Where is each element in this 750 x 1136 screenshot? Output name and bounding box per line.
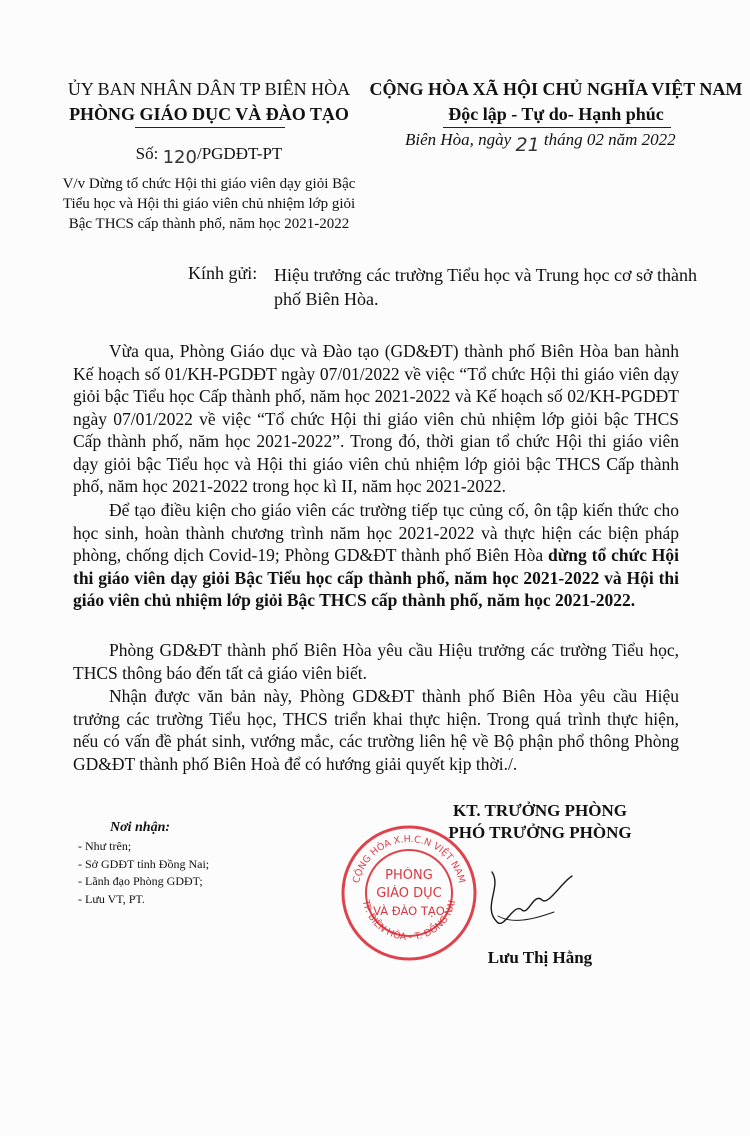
national-motto: Độc lập - Tự do- Hạnh phúc bbox=[448, 104, 664, 124]
p2-normal-text: Để tạo điều kiện cho giáo viên các trường tiếp tục củng cố, ôn tập kiến thức cho học sinh, hoàn thành chương trình năm học 2021-2022 và thực hiện các biện pháp phòng, chống dịch Covid-19; Phòng GD&ĐT thành phố Biên Hòa bbox=[73, 500, 679, 565]
national-title: CỘNG HÒA XÃ HỘI CHỦ NGHĨA VIỆT NAM bbox=[369, 79, 743, 99]
document-number bbox=[40, 143, 378, 168]
number-value: 120 bbox=[162, 147, 197, 168]
signature-title-1: KT. TRƯỞNG PHÒNG bbox=[453, 801, 627, 820]
number-prefix: Số: bbox=[135, 144, 159, 163]
document-date bbox=[405, 128, 676, 156]
body-paragraph-2 bbox=[73, 499, 679, 612]
date-prefix: Biên Hòa, ngày bbox=[405, 130, 512, 149]
seal-line-3: VÀ ĐÀO TẠO bbox=[373, 904, 445, 918]
receivers-list bbox=[78, 838, 209, 908]
body-paragraph-1: Vừa qua, Phòng Giáo dục và Đào tạo (GD&ĐT) thành phố Biên Hòa ban hành Kế hoạch số 01/KH-PGDĐT ngày 07/01/2022 về việc “Tổ chức Hội thi giáo viên dạy giỏi bậc Tiểu học Cấp thành phố, năm học 2021-2022 và Kế hoạch số 02/KH-PGDĐT ngày 07/01/2022 về việc “Tổ chức Hội thi giáo viên chủ nhiệm lớp giỏi bậc THCS Cấp thành phố, năm học 2021-2022”. Trong đó, thời gian tổ chức Hội thi giáo viên dạy giỏi bậc Tiểu học và Hội thi giáo viên chủ nhiệm lớp giỏi bậc THCS Cấp thành phố, năm học 2021-2022 trong học kì II, năm học 2021-2022. bbox=[73, 341, 679, 496]
receiver-item: - Như trên; bbox=[78, 839, 132, 853]
org-name-department: PHÒNG GIÁO DỤC VÀ ĐÀO TẠO bbox=[69, 104, 349, 124]
seal-ring-bottom: TP. BIÊN HÒA - T. ĐỒNG NAI bbox=[359, 899, 459, 944]
receiver-item: - Lưu VT, PT. bbox=[78, 891, 145, 906]
p2-bold-text: dừng tổ chức Hội thi giáo viên dạy giỏi Bậc Tiểu học cấp thành phố, năm học 2021-2022 và Hội thi giáo viên chủ nhiệm lớp giỏi Bậc THCS cấp thành phố, năm học 2021-2022. bbox=[73, 545, 679, 610]
recipient-label: Kính gửi: bbox=[188, 263, 258, 283]
org-name-city: ỦY BAN NHÂN DÂN TP BIÊN HÒA bbox=[67, 79, 351, 99]
signer-name: Lưu Thị Hằng bbox=[487, 948, 593, 967]
date-month-year: tháng 02 năm 2022 bbox=[543, 130, 676, 149]
official-seal bbox=[338, 822, 480, 964]
seal-line-2: GIÁO DỤC bbox=[376, 886, 442, 901]
document-subject: V/v Dừng tổ chức Hội thi giáo viên dạy giỏi Bậc Tiểu học và Hội thi giáo viên chủ nhiệm lớp giỏi Bậc THCS cấp thành phố, năm học 2021-2022 bbox=[62, 176, 356, 232]
body-paragraph-4: Nhận được văn bản này, Phòng GD&ĐT thành phố Biên Hòa yêu cầu Hiệu trưởng các trường Tiểu học, THCS triển khai thực hiện. Trong quá trình thực hiện, nếu có vấn đề phát sinh, vướng mắc, các trường liên hệ về Bộ phận phổ thông Phòng GD&ĐT thành phố Biên Hoà để có hướng giải quyết kịp thời./. bbox=[73, 686, 679, 774]
receiver-item: - Lãnh đạo Phòng GDĐT; bbox=[78, 874, 203, 888]
body-paragraph-3: Phòng GD&ĐT thành phố Biên Hòa yêu cầu Hiệu trưởng các trường Tiểu học, THCS thông báo đến tất cả giáo viên biết. bbox=[73, 640, 679, 683]
number-suffix: /PGDĐT-PT bbox=[196, 144, 283, 163]
org-underline bbox=[135, 127, 285, 128]
date-day: 21 bbox=[515, 134, 540, 156]
receivers-heading: Nơi nhận: bbox=[110, 820, 171, 835]
handwritten-signature bbox=[462, 862, 582, 942]
receiver-item: - Sở GDĐT tỉnh Đồng Nai; bbox=[78, 856, 210, 871]
recipient-text: Hiệu trưởng các trường Tiểu học và Trung học cơ sở thành phố Biên Hòa. bbox=[274, 265, 698, 309]
seal-ring-top: CỘNG HÒA X.H.C.N VIỆT NAM bbox=[351, 833, 468, 885]
seal-line-1: PHÒNG bbox=[385, 868, 433, 883]
signature-title-2: PHÓ TRƯỞNG PHÒNG bbox=[448, 823, 632, 842]
